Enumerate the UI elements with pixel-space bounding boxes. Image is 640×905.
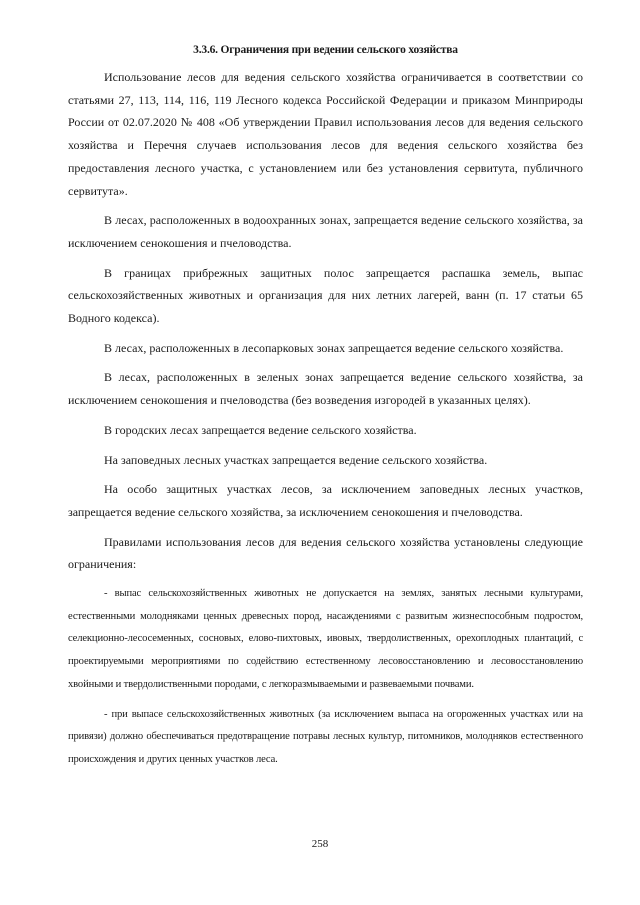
page-content bbox=[68, 44, 583, 779]
paragraph-rules-intro: Правилами использования лесов для ведения сельского хозяйства установлены следующие ограничения: bbox=[68, 534, 583, 572]
paragraph-forest-park-zones: В лесах, расположенных в лесопарковых зонах запрещается ведение сельского хозяйства. bbox=[104, 340, 564, 355]
page-number: 258 bbox=[311, 838, 329, 850]
list-item-grazing-prohibited: - выпас сельскохозяйственных животных не допускается на землях, занятых лесными культурами, естественными молодняками ценных древесных пород, насаждениями с развитым жизнеспособным подростом, селекционно-лесосеменных, сосновых, елово-пихтовых, ивовых, твердолиственных, орехоплодных плантаций, с проектируемыми мероприятиями по содействию естественному лесовосстановлению и лесовосстановлению хвойными и твердолиственными породами, с легкоразмываемыми и развеваемыми почвами. bbox=[68, 588, 583, 690]
paragraph-coastal-strips: В границах прибрежных защитных полос запрещается распашка земель, выпас сельскохозяйственных животных и организация для них летних лагерей, ванн (п. 17 статьи 65 Водного кодекса). bbox=[68, 265, 583, 326]
paragraph-city-forests: В городских лесах запрещается ведение сельского хозяйства. bbox=[104, 422, 417, 437]
paragraph-reserved-areas: На заповедных лесных участках запрещается ведение сельского хозяйства. bbox=[104, 452, 488, 467]
list-item-grazing-damage-prevention: - при выпасе сельскохозяйственных животных (за исключением выпаса на огороженных участках или на привязи) должно обеспечиваться предотвращение потравы лесных культур, питомников, молодняков естественного происхождения и других ценных участков леса. bbox=[68, 708, 583, 765]
section-heading: 3.3.6. Ограничения при ведении сельского хозяйства bbox=[193, 44, 458, 56]
paragraph-intro: Использование лесов для ведения сельского хозяйства ограничивается в соответствии со статьями 27, 113, 114, 116, 119 Лесного кодекса Российской Федерации и приказом Минприроды России от 02.07.2020 № 408 «Об утверждении Правил использования лесов для ведения сельского хозяйства и Перечня случаев использования лесов для ведения сельского хозяйства без предоставления лесного участка, с установлением или без установления сервитута, публичного сервитута». bbox=[68, 70, 583, 198]
paragraph-water-protection-zones: В лесах, расположенных в водоохранных зонах, запрещается ведение сельского хозяйства, за исключением сенокошения и пчеловодства. bbox=[68, 213, 583, 250]
paragraph-green-zones: В лесах, расположенных в зеленых зонах запрещается ведение сельского хозяйства, за исключением сенокошения и пчеловодства (без возведения изгородей в указанных целях). bbox=[68, 370, 583, 408]
paragraph-specially-protected-areas: На особо защитных участках лесов, за исключением заповедных лесных участков, запрещается ведение сельского хозяйства, за исключением сенокошения и пчеловодства. bbox=[68, 482, 583, 519]
